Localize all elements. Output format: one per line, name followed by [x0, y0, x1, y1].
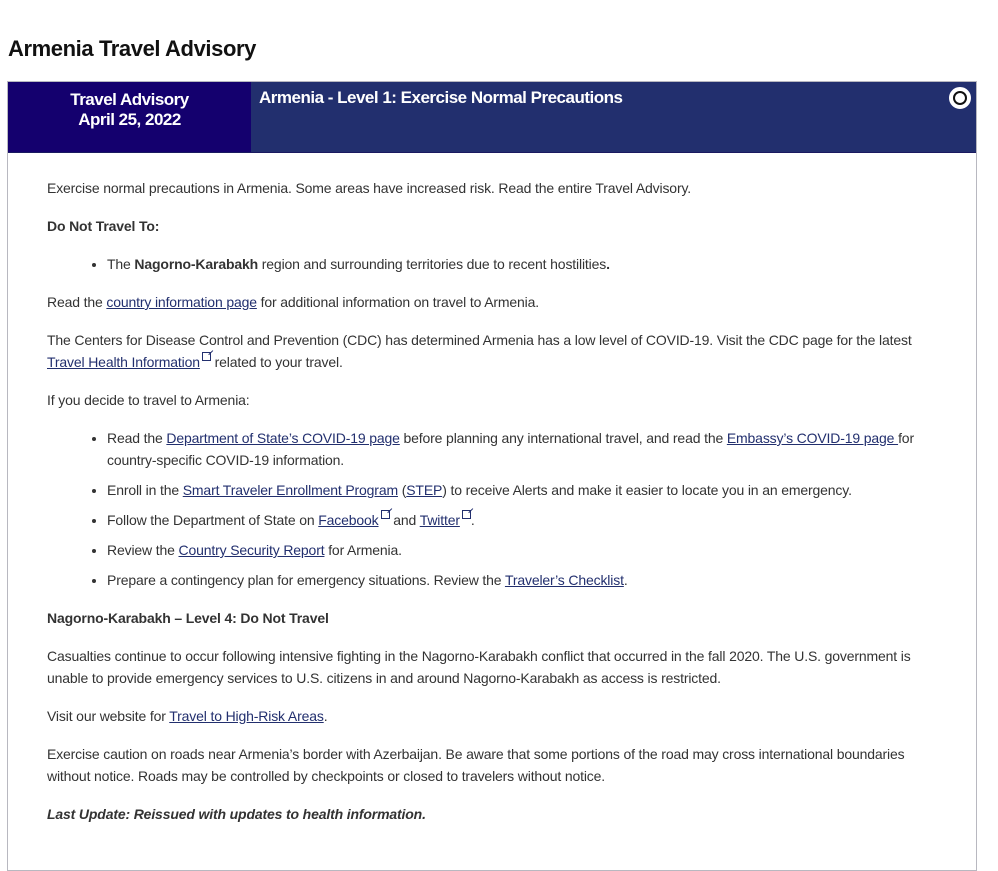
travel-health-link[interactable]: Travel Health Information [47, 354, 200, 370]
advisory-label: Travel Advisory [70, 90, 189, 109]
roads-text: Exercise caution on roads near Armenia’s border with Azerbaijan. Be aware that some portions of the road may cross international boundaries without notice. Roads may be controlled by checkpoints or closed to travelers without notice. [47, 746, 905, 784]
intro-text: Exercise normal precautions in Armenia. Some areas have increased risk. Read the entire Travel Advisory. [47, 180, 692, 196]
if-travel-text: If you decide to travel to Armenia: [47, 392, 250, 408]
page-title: Armenia Travel Advisory [8, 36, 256, 61]
country-security-report-link[interactable]: Country Security Report [178, 542, 325, 558]
advisory-header [8, 82, 976, 153]
list-item: • Prepare a contingency plan for emergency situations. Review the Traveler’s Checklist. [107, 569, 938, 591]
nagorno-karabakh-text: Casualties continue to occur following intensive fighting in the Nagorno-Karabakh conflict that occurred in the fall 2020. The U.S. government is unable to provide emergency services to U.S. citizens in and around Nagorno-Karabakh as access is restricted. [47, 648, 911, 686]
external-link-icon [381, 510, 390, 519]
high-risk-areas-link[interactable]: Travel to High-Risk Areas [169, 708, 324, 724]
external-link-icon [462, 510, 471, 519]
do-not-travel-heading: Do Not Travel To: [47, 218, 160, 234]
last-update-text: Last Update: Reissued with updates to health information. [47, 806, 426, 822]
advisory-date-block [8, 82, 251, 152]
facebook-link[interactable]: Facebook [318, 512, 379, 528]
level-1-icon [948, 86, 972, 110]
advisory-body [8, 153, 976, 825]
step-link[interactable]: STEP [406, 482, 443, 498]
list-item: • Review the Country Security Report for Armenia. [107, 539, 938, 561]
list-item: • The Nagorno-Karabakh region and surrounding territories due to recent hostilities. [107, 253, 938, 275]
step-program-link[interactable]: Smart Traveler Enrollment Program [182, 482, 398, 498]
list-item: • Read the Department of State’s COVID-19 page before planning any international travel, and read the Embassy’s COVID-19 page for country-specific COVID-19 information. [107, 427, 938, 471]
list-item: • Enroll in the Smart Traveler Enrollment Program (STEP) to receive Alerts and make it easier to locate you in an emergency. [107, 479, 938, 501]
embassy-covid-link[interactable]: Embassy’s COVID-19 page [726, 430, 899, 446]
country-info-text: Read the country information page for additional information on travel to Armenia. [47, 294, 540, 310]
advisory-level-title: Armenia - Level 1: Exercise Normal Precautions [259, 88, 623, 107]
nagorno-karabakh-heading: Nagorno-Karabakh – Level 4: Do Not Travel [47, 610, 329, 626]
state-covid-link[interactable]: Department of State’s COVID-19 page [166, 430, 400, 446]
cdc-text: The Centers for Disease Control and Prevention (CDC) has determined Armenia has a low level of COVID-19. Visit the CDC page for the latest Travel Health Information related to your travel. [47, 332, 912, 370]
advisory-date: April 25, 2022 [78, 110, 181, 129]
country-information-link[interactable]: country information page [106, 294, 257, 310]
travelers-checklist-link[interactable]: Traveler’s Checklist [504, 572, 624, 588]
advisory-box [7, 81, 977, 871]
twitter-link[interactable]: Twitter [419, 512, 460, 528]
list-item: • Follow the Department of State on Facebook and Twitter . [107, 509, 938, 531]
high-risk-text: Visit our website for Travel to High-Risk Areas. [47, 708, 328, 724]
do-not-travel-list [47, 253, 938, 275]
advisory-level-block [251, 82, 976, 152]
travel-tips-list [47, 427, 938, 591]
external-link-icon [202, 352, 211, 361]
